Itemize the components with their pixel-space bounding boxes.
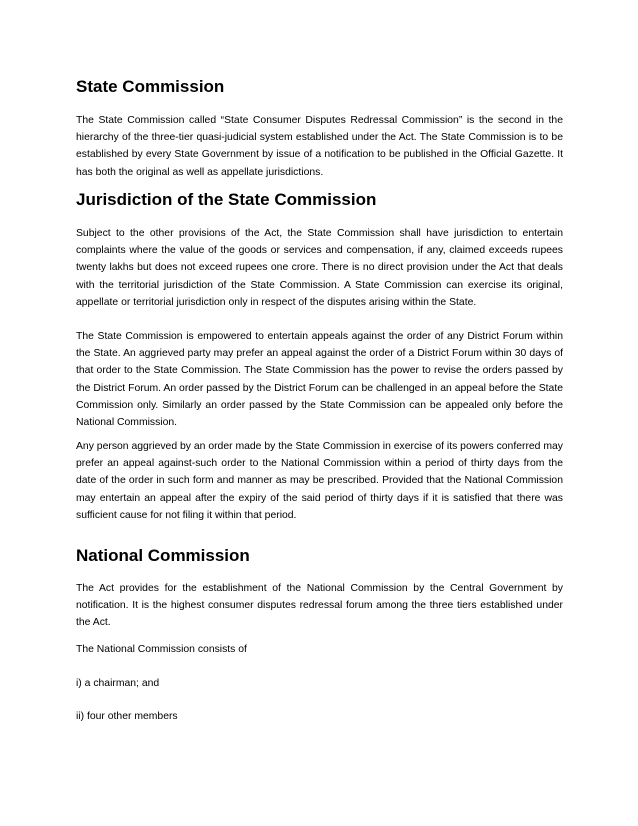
paragraph-state-commission-intro: The State Commission called “State Consumer Disputes Redressal Commission” is the second in the hierarchy of the three-tier quasi-judicial system established under the Act. The State Commission is to be established by every State Government by issue of a notification to be published in the Official Gazette. It has both the original as well as appellate jurisdictions. <box>76 115 563 178</box>
paragraph-national-commission-consists: The National Commission consists of <box>76 644 247 655</box>
section-heading-jurisdiction: Jurisdiction of the State Commission <box>76 190 377 209</box>
paragraph-national-commission-intro: The Act provides for the establishment of the National Commission by the Central Government by notification. It is the highest consumer disputes redressal forum among the three tiers established under the Act. <box>76 583 563 629</box>
list-item-four-members: ii) four other members <box>76 711 178 722</box>
section-heading-national-commission: National Commission <box>76 546 250 565</box>
paragraph-jurisdiction-2: The State Commission is empowered to entertain appeals against the order of any District Forum within the State. An aggrieved party may prefer an appeal against the order of a District Forum within 30 days of that order to the State Commission. The State Commission has the power to revise the orders passed by the District Forum. An order passed by the District Forum can be challenged in an appeal before the State Commission only. Similarly an order passed by the State Commission can be appealed only before the National Commission. <box>76 331 563 429</box>
paragraph-jurisdiction-1: Subject to the other provisions of the Act, the State Commission shall have jurisdiction to entertain complaints where the value of the goods or services and compensation, if any, claimed exceeds rupees twenty lakhs but does not exceed rupees one crore. There is no direct provision under the Act that deals with the territorial jurisdiction of the State Commission. A State Commission can exercise its original, appellate or territorial jurisdiction only in respect of the disputes arising within the State. <box>76 228 563 308</box>
list-item-chairman: i) a chairman; and <box>76 678 160 689</box>
paragraph-jurisdiction-3: Any person aggrieved by an order made by the State Commission in exercise of its powers conferred may prefer an appeal against-such order to the National Commission within a period of thirty days from the date of the order in such form and manner as may be prescribed. Provided that the National Commission may entertain an appeal after the expiry of the said period of thirty days if it is satisfied that there was sufficient cause for not filing it within that period. <box>76 441 563 521</box>
section-heading-state-commission: State Commission <box>76 77 225 96</box>
